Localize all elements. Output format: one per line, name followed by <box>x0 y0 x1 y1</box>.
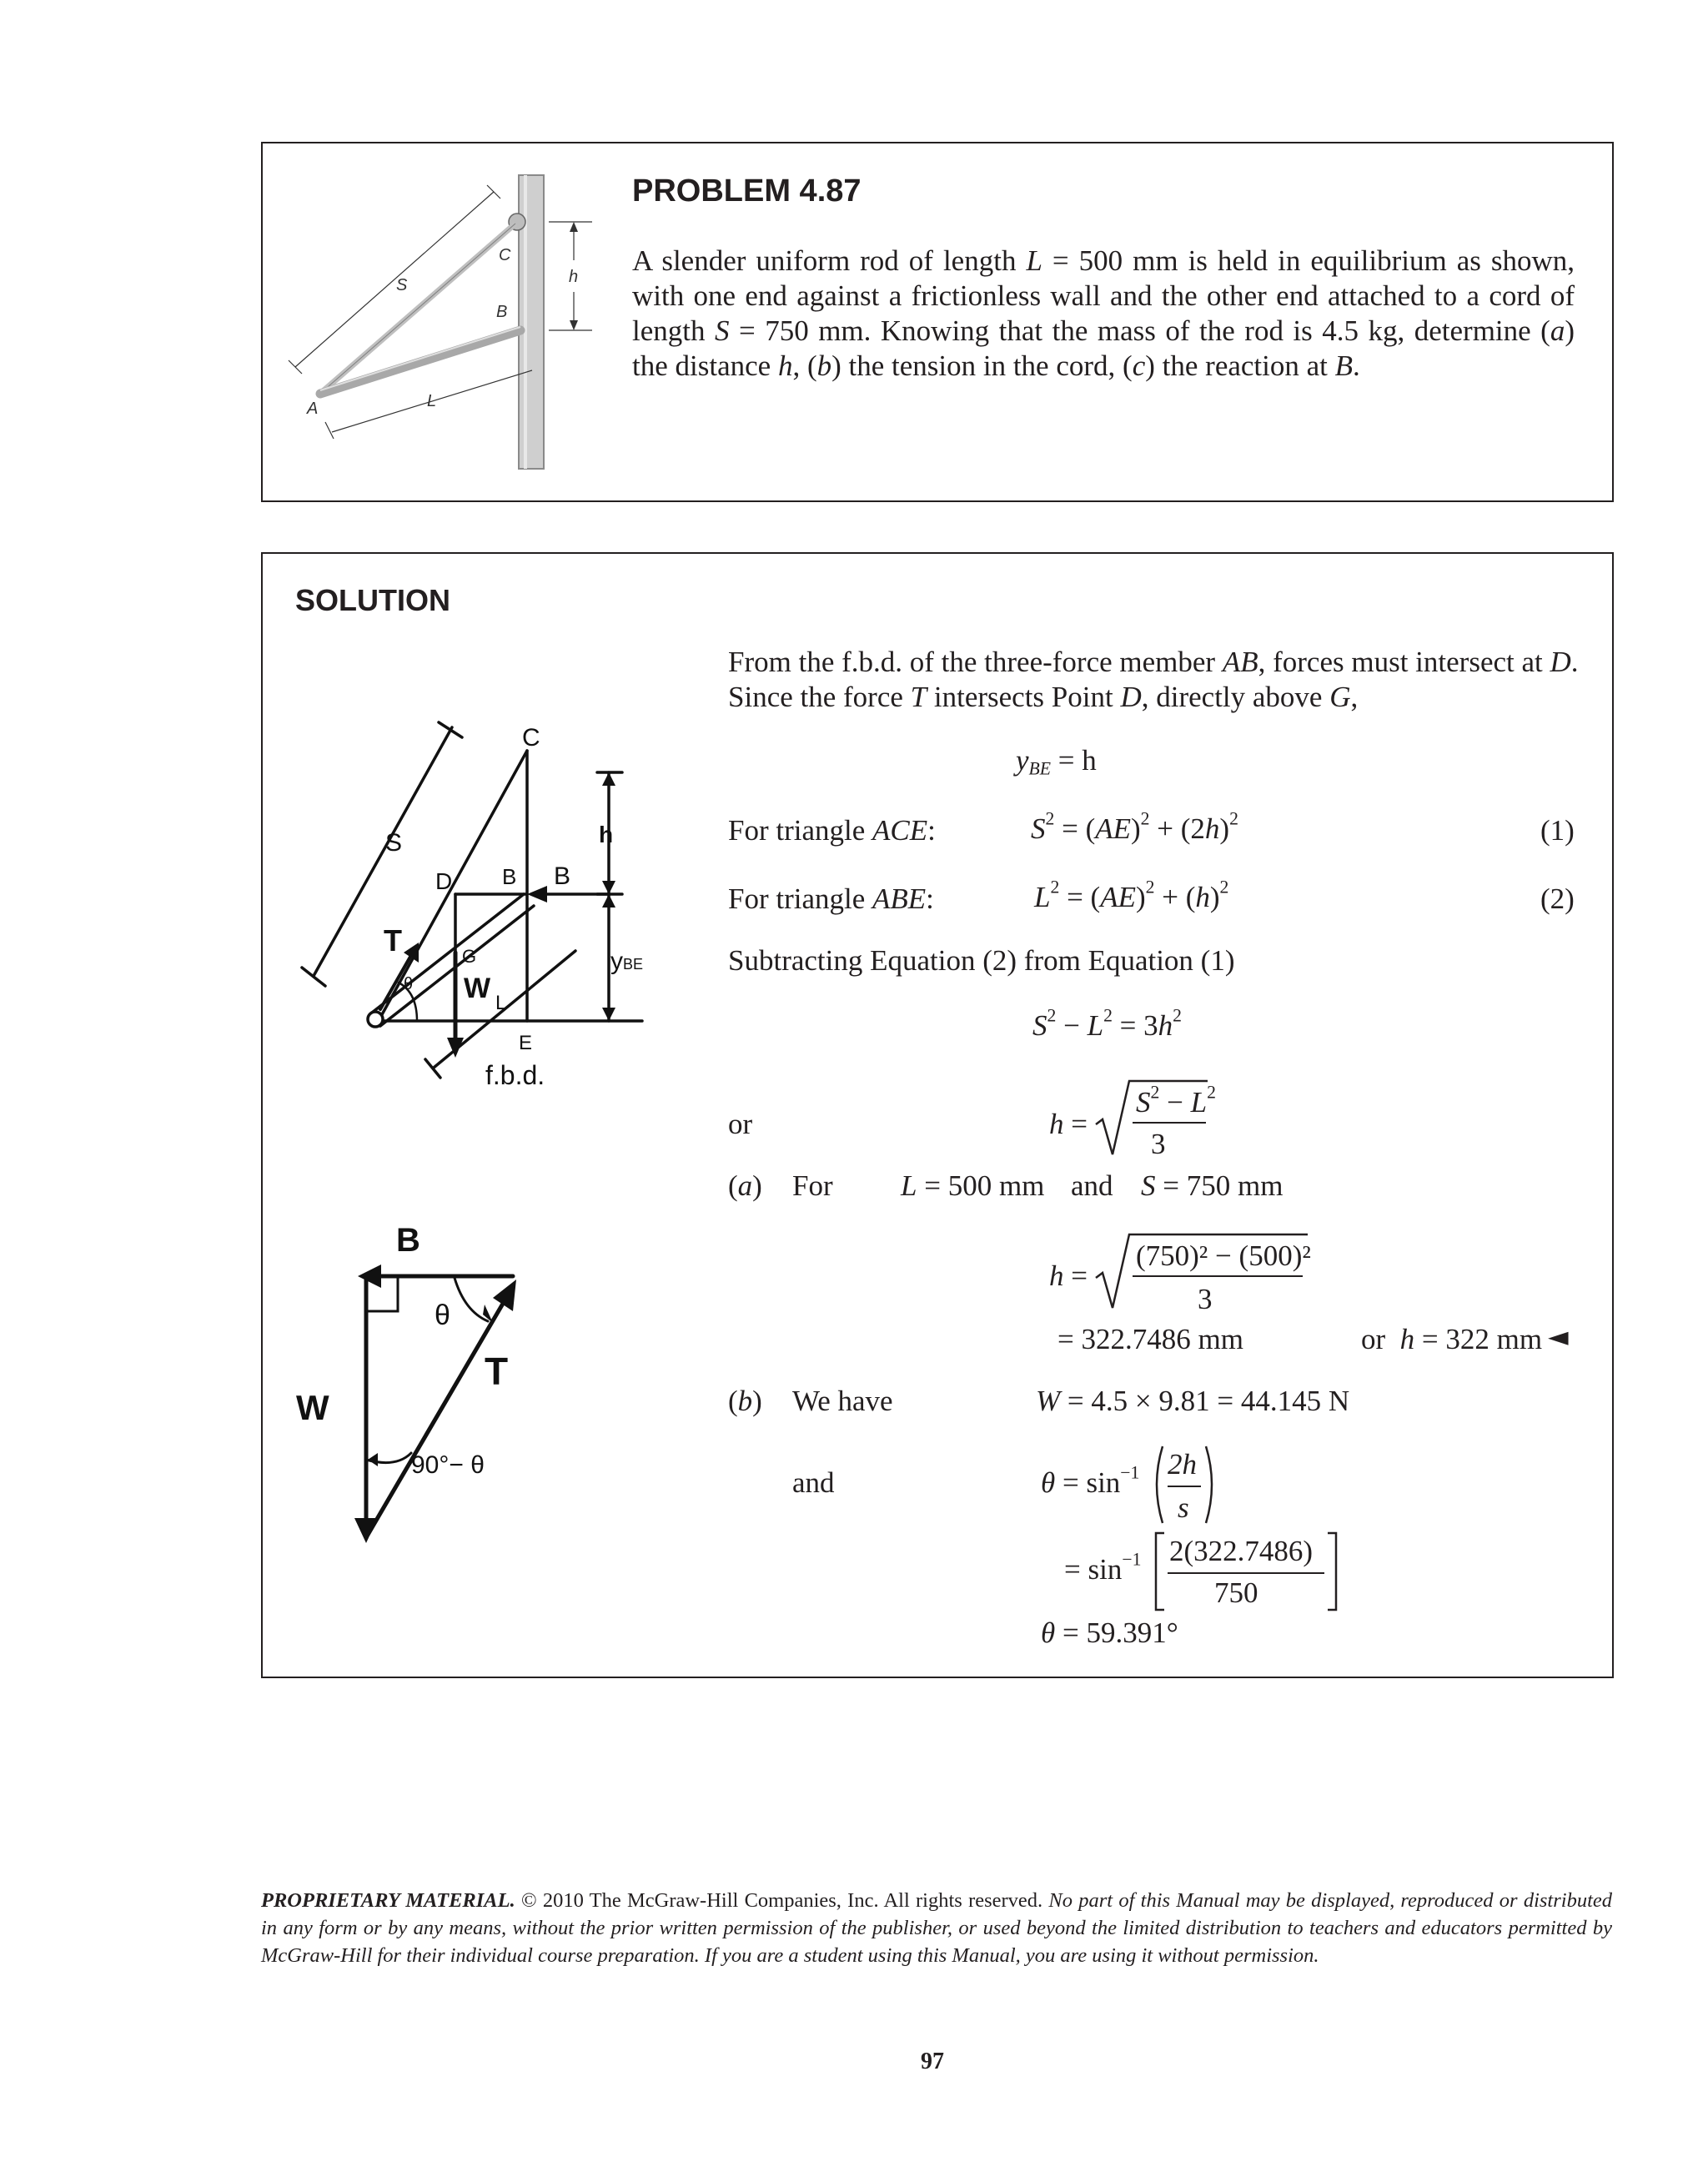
triangle-ace-label: For triangle ACE: <box>728 814 936 847</box>
part-b-label: (b) <box>728 1385 762 1417</box>
part-b-text: We have <box>792 1385 893 1417</box>
fbd-label-l: L <box>495 992 507 1014</box>
fbd-label-b1: B <box>502 864 517 889</box>
subtracting-text: Subtracting Equation (2) from Equation (1) <box>728 944 1235 977</box>
theta-frac-num: 2h <box>1168 1448 1197 1481</box>
fig-label-h: h <box>569 268 579 286</box>
fbd-label-g: G <box>462 946 477 967</box>
fig-label-s: S <box>396 276 408 294</box>
eq-2-number: (2) <box>1540 882 1575 915</box>
fbd-figure <box>292 717 651 1101</box>
theta-frac2-num: 2(322.7486) <box>1169 1535 1314 1567</box>
part-a-for: For <box>792 1169 833 1202</box>
footer-copyright: PROPRIETARY MATERIAL. © 2010 The McGraw-Hill Companies, Inc. All rights reserved. No part of this Manual may be displayed, reproduced or distributed in any form or by any means, without the prior written permission of the publisher, or used beyond the limited distribution to teachers and educators permitted by McGraw-Hill for their individual course preparation. If you are a student using this Manual, you are using it without permission. <box>261 1889 1612 1967</box>
problem-statement: A slender uniform rod of length L = 500 mm is held in equilibrium as shown, with one end against a frictionless wall and the other end attached to a cord of length S = 750 mm. Knowing that the mass of the rod is 4.5 kg, determine (a) the distance h, (b) the tension in the cord, (c) the reaction at B. <box>632 244 1575 382</box>
fbd-label-d: D <box>435 868 453 894</box>
eq-diff: $S^2 - L^2 = 3h^2$ <box>1032 1005 1182 1042</box>
triangle-label-b: B <box>396 1222 420 1259</box>
fig-label-a: A <box>307 400 319 418</box>
fbd-label-b2: B <box>554 862 571 890</box>
theta-result: θ = 59.391° <box>1041 1616 1178 1649</box>
h-answer: or h = 322 mm <box>1361 1323 1543 1355</box>
solution-heading: SOLUTION <box>295 583 450 617</box>
fbd-label-c: C <box>522 724 540 752</box>
or-label: or <box>728 1108 753 1140</box>
theta-eq-lhs: $\theta = \sin^{-1}$ <box>1041 1462 1140 1499</box>
page-number: 97 <box>921 2049 944 2074</box>
intro-line-1: From the f.b.d. of the three-force member AB, forces must intersect at D. <box>728 646 1579 678</box>
eq-ybe: $y_{BE} = h$ <box>1016 744 1097 779</box>
fbd-label-ybe: yBE <box>610 948 644 975</box>
part-a-L: L = 500 mm <box>901 1169 1045 1202</box>
triangle-abe-label: For triangle ABE: <box>728 882 934 915</box>
eq-h-den: 3 <box>1151 1128 1166 1160</box>
eq-1: $S^2 = (AE)^2 + (2h)^2$ <box>1031 808 1238 845</box>
part-a-S: S = 750 mm <box>1141 1169 1284 1202</box>
eq-h2-den: 3 <box>1198 1283 1213 1315</box>
h-value: = 322.7486 mm <box>1057 1323 1243 1355</box>
eq-1-number: (1) <box>1540 814 1575 847</box>
triangle-label-theta: θ <box>435 1300 450 1331</box>
and-label: and <box>792 1466 835 1499</box>
fbd-label-s: S <box>385 829 403 857</box>
fbd-caption: f.b.d. <box>485 1060 545 1090</box>
fbd-label-w: W <box>464 973 491 1004</box>
eq-h2-num: (750)² − (500)² <box>1136 1239 1311 1272</box>
W-equation: W = 4.5 × 9.81 = 44.145 N <box>1036 1385 1350 1417</box>
eq-h-num: $S^2 - L^2$ <box>1136 1082 1216 1119</box>
fbd-label-h: h <box>599 822 614 847</box>
theta-eq2-lhs: = $\sin^{-1}$ <box>1064 1549 1142 1586</box>
force-triangle-figure <box>288 1218 538 1560</box>
theta-frac-den: s <box>1178 1491 1189 1524</box>
fbd-label-t: T <box>384 923 402 958</box>
intro-line-2: Since the force T intersects Point D, directly above G, <box>728 681 1359 713</box>
eq-h2-lhs: h = <box>1049 1259 1088 1292</box>
answer-marker-a: ◄ <box>1548 1320 1569 1352</box>
fbd-label-e: E <box>519 1032 533 1054</box>
triangle-label-t: T <box>485 1350 509 1393</box>
fig-label-c: C <box>499 246 511 264</box>
fig-label-b: B <box>496 303 508 321</box>
fbd-label-theta: θ <box>404 975 414 993</box>
problem-title: PROBLEM 4.87 <box>632 173 862 209</box>
fig-label-l: L <box>427 392 437 410</box>
triangle-label-angle: 90°− θ <box>411 1451 485 1479</box>
part-a-label: (a) <box>728 1169 762 1202</box>
theta-frac2-den: 750 <box>1214 1576 1258 1609</box>
problem-figure <box>284 167 600 475</box>
part-a-and: and <box>1071 1169 1113 1202</box>
eq-h-lhs: h = <box>1049 1108 1088 1140</box>
eq-2: $L^2 = (AE)^2 + (h)^2$ <box>1034 877 1229 913</box>
triangle-label-w: W <box>296 1388 329 1427</box>
